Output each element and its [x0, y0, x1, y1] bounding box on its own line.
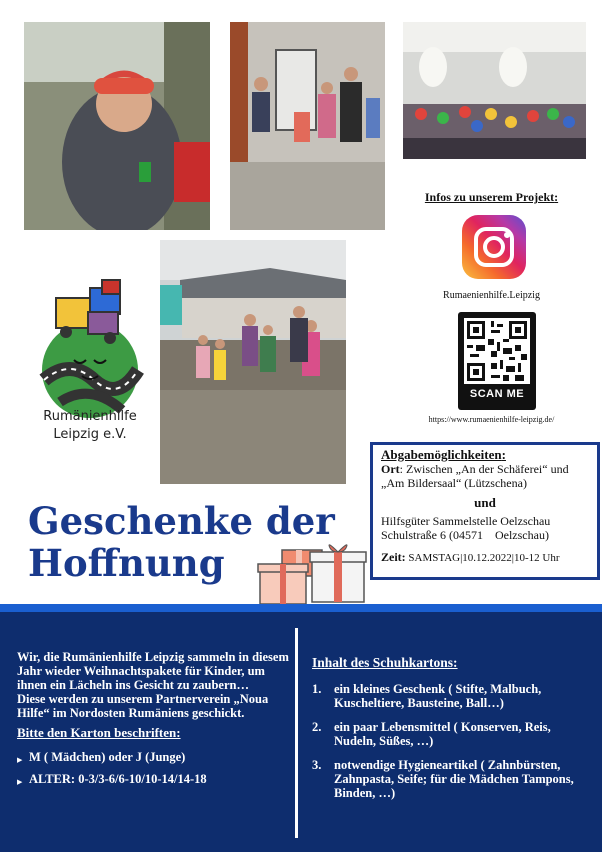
label-item: ▶ ALTER: 0-3/3-6/6-10/10-14/14-18: [17, 772, 289, 786]
drop-off-heading: Abgabemöglichkeiten:: [381, 447, 506, 462]
website-link[interactable]: https://www.rumaenienhilfe-leipzig.de/: [428, 415, 555, 424]
scan-me-label: SCAN ME: [469, 388, 525, 400]
title-line2: Hoffnung: [28, 541, 225, 585]
accent-stripe: [0, 604, 602, 612]
photo-children-at-doorway: [230, 22, 385, 230]
drop-off-location-2-line1: Hilfsgüter Sammelstelle Oelzschau: [381, 514, 551, 528]
label-list: [17, 750, 289, 786]
drop-off-time: Zeit: SAMSTAG|10.12.2022|10-12 Uhr: [381, 550, 560, 564]
drop-off-and: und: [474, 495, 496, 510]
instagram-handle[interactable]: Rumaenienhilfe.Leipzig: [443, 290, 540, 301]
contents-item: 2. ein paar Lebensmittel ( Konserven, Reis, Nudeln, Süßes, …): [312, 720, 551, 748]
intro-paragraph-1: Wir, die Rumänienhilfe Leipzig sammeln in diesem Jahr wieder Weihnachtspakete für Kinder, um ihnen ein Lächeln ins Gesicht zu zaubern…: [17, 650, 289, 692]
contents-column: [312, 656, 594, 810]
bullet-icon: ▶: [17, 756, 23, 764]
contents-item: 1. ein kleines Geschenk ( Stifte, Malbuch, Kuscheltiere, Bausteine, Ball…): [312, 682, 542, 710]
contents-heading: Inhalt des Schuhkartons:: [312, 655, 458, 670]
column-divider: [295, 628, 298, 838]
logo-text-line1: Rumänienhilfe: [43, 409, 137, 424]
photo-children-with-gifts-street: [160, 240, 346, 484]
intro-column: [17, 650, 289, 794]
qr-code[interactable]: [458, 312, 536, 410]
photo-child-in-arms: [24, 22, 210, 230]
qr-code-icon: [464, 318, 530, 384]
logo-text-line2: Leipzig e.V.: [53, 427, 127, 442]
contents-list: [312, 682, 594, 800]
label-heading: Bitte den Karton beschriften:: [17, 725, 181, 740]
rumaenienhilfe-logo: [30, 262, 150, 462]
infos-heading: Infos zu unserem Projekt:: [424, 190, 559, 204]
bullet-icon: ▶: [17, 778, 23, 786]
drop-off-location-2-line2: Schulstraße 6 (04571 Oelzschau): [381, 528, 549, 542]
drop-off-location-1: Ort: Zwischen „An der Schäferei“ und „Am Bildersaal“ (Lützschena): [381, 462, 569, 490]
intro-paragraph-2: Diese werden zu unserem Partnerverein „Noua Hilfe“ im Nordosten Rumäniens geschickt.: [17, 692, 269, 720]
gift-boxes-icon: [256, 536, 368, 606]
label-item: ▶ M ( Mädchen) oder J (Junge): [17, 750, 289, 764]
contents-item: 3. notwendige Hygieneartikel ( Zahnbürsten, Zahnpasta, Seife; für die Mädchen Tampons, Binden, …): [312, 758, 574, 800]
logo-globe-icon: [30, 262, 150, 422]
title-line1: Geschenke der: [28, 499, 335, 543]
photo-group-in-hall: [403, 22, 586, 159]
drop-off-box: [370, 442, 600, 580]
instagram-icon[interactable]: [462, 215, 526, 279]
